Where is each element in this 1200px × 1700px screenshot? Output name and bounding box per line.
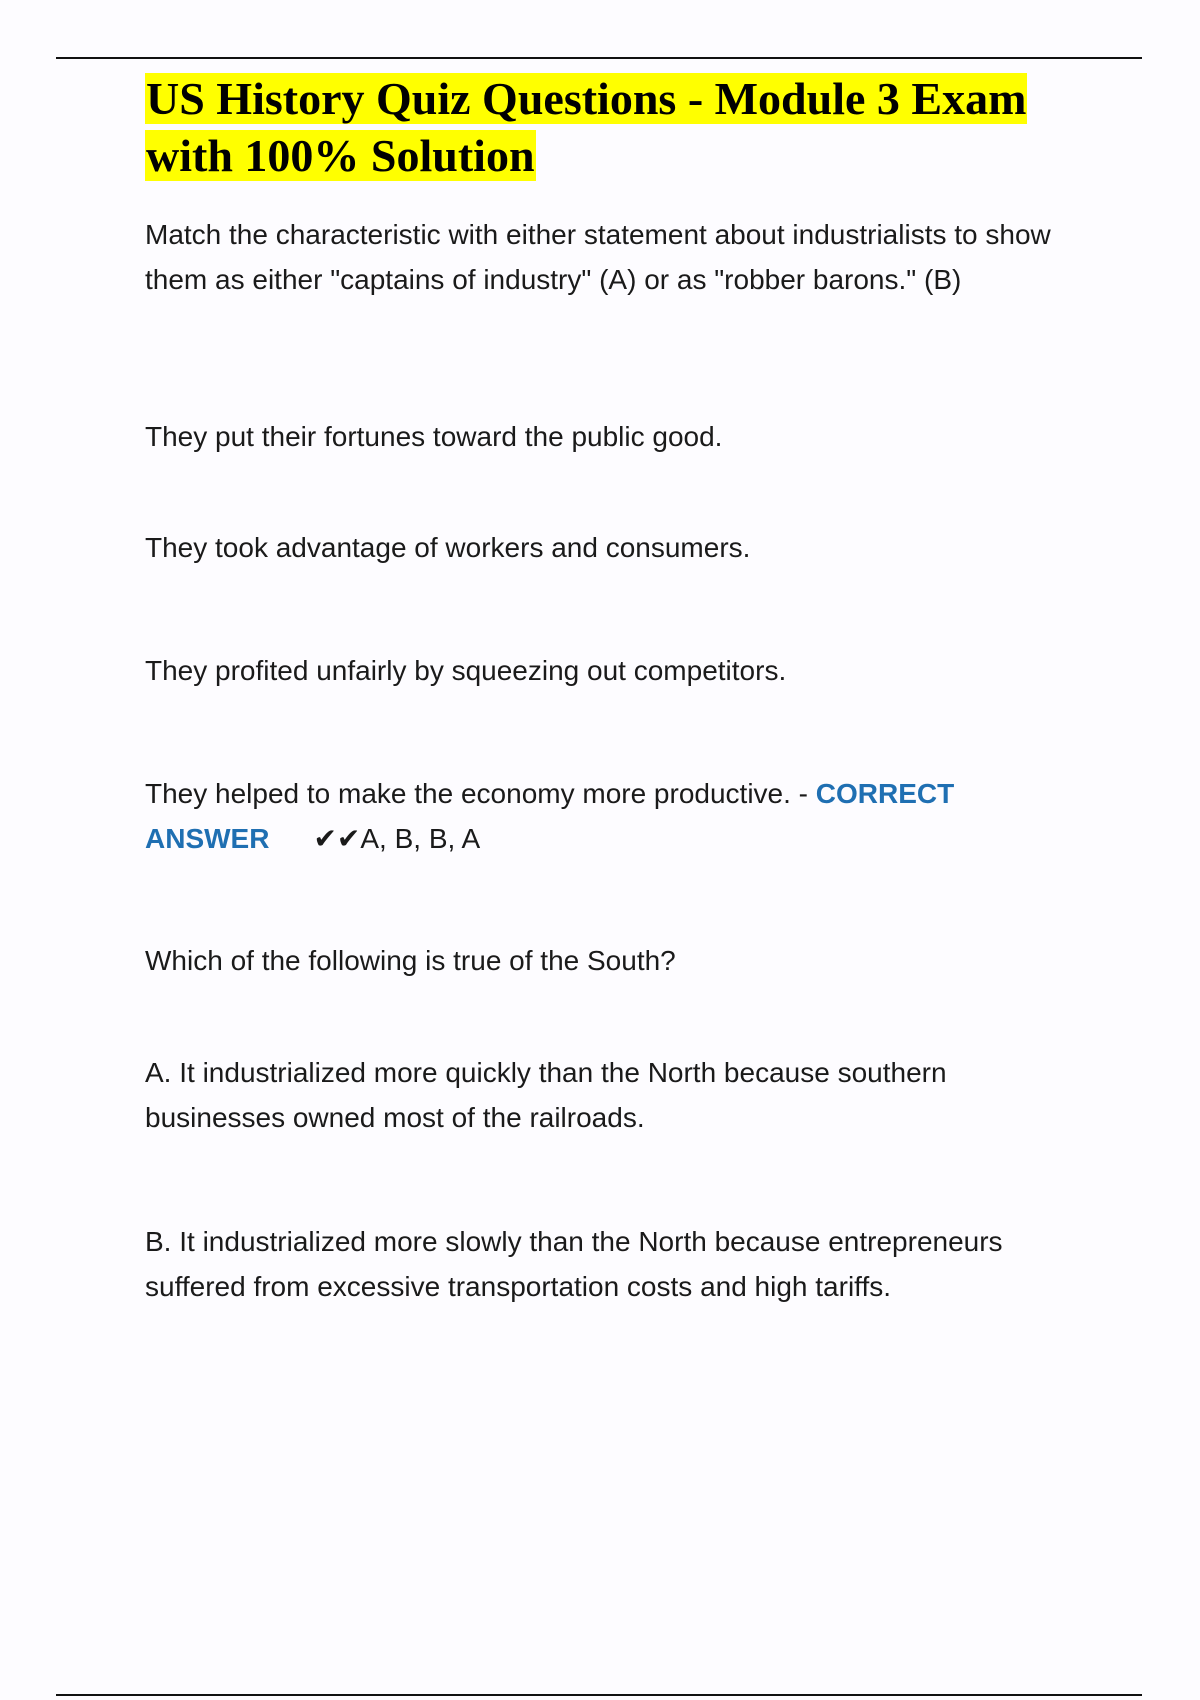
statement-4: They helped to make the economy more productive. - — [145, 778, 816, 809]
top-rule — [56, 57, 1142, 59]
bottom-rule — [56, 1694, 1142, 1696]
answer-value: A, B, B, A — [360, 823, 481, 854]
question-2-prompt: Which of the following is true of the South? — [145, 945, 676, 976]
option-a: A. It industrialized more quickly than the North because southern businesses owned most of the railroads. — [145, 1057, 947, 1133]
statement-2: They took advantage of workers and consumers. — [145, 532, 751, 563]
statement-1: They put their fortunes toward the public good. — [145, 421, 723, 452]
title-highlight: US History Quiz Questions - Module 3 Exam with 100% Solution — [146, 73, 1027, 181]
document-title — [145, 70, 1075, 184]
checkmark-icon: ✔✔ — [313, 823, 361, 854]
question-1-prompt: Match the characteristic with either statement about industrialists to show them as either "captains of industry" (A) or as "robber barons." (B) — [145, 219, 1051, 295]
statement-3: They profited unfairly by squeezing out competitors. — [145, 655, 787, 686]
option-b: B. It industrialized more slowly than the North because entrepreneurs suffered from excessive transportation costs and high tariffs. — [145, 1226, 1003, 1302]
statement-4-with-answer — [145, 771, 1075, 861]
title-block — [145, 70, 1075, 184]
correct-answer-label: CORRECT ANSWER — [145, 778, 955, 854]
